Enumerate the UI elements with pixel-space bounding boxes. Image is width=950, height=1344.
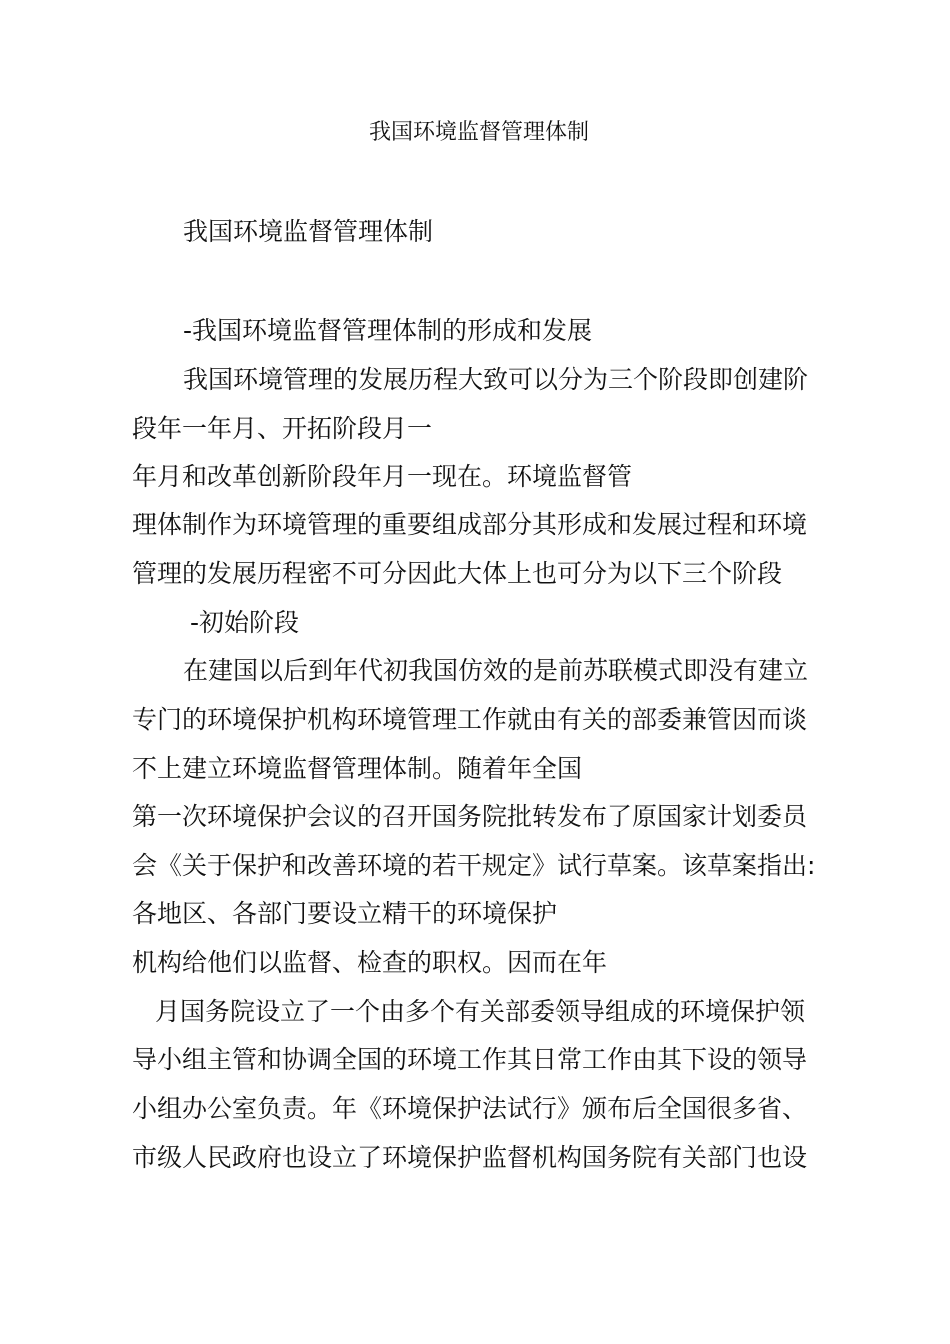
- paragraph-line: 市级人民政府也设立了环境保护监督机构国务院有关部门也设: [132, 1143, 808, 1172]
- paragraph-line: 第一次环境保护会议的召开国务院批转发布了原国家计划委员: [132, 802, 808, 831]
- document-title: 我国环境监督管理体制: [368, 120, 589, 145]
- subsection-heading: -初始阶段: [190, 608, 300, 637]
- paragraph-line: 年月和改革创新阶段年月一现在。环境监督管: [132, 462, 633, 491]
- paragraph-line: 理体制作为环境管理的重要组成部分其形成和发展过程和环境: [132, 510, 808, 539]
- section-heading: 我国环境监督管理体制: [183, 217, 434, 246]
- paragraph-line: 在建国以后到年代初我国仿效的是前苏联模式即没有建立: [183, 656, 809, 685]
- paragraph-line: 月国务院设立了一个由多个有关部委领导组成的环境保护领: [155, 997, 806, 1026]
- paragraph-line: 导小组主管和协调全国的环境工作其日常工作由其下设的领导: [132, 1045, 808, 1074]
- paragraph-line: 小组办公室负责。年《环境保护法试行》颁布后全国很多省、: [132, 1094, 808, 1123]
- subsection-heading: -我国环境监督管理体制的形成和发展: [183, 316, 593, 345]
- paragraph-line: 各地区、各部门要设立精干的环境保护: [132, 899, 558, 928]
- paragraph-line: 管理的发展历程密不可分因此大体上也可分为以下三个阶段: [132, 559, 783, 588]
- paragraph-line: 段年一年月、开拓阶段月一: [132, 414, 433, 443]
- paragraph-line: 不上建立环境监督管理体制。随着年全国: [132, 754, 583, 783]
- paragraph-line: 会《关于保护和改善环境的若干规定》试行草案。该草案指出:: [132, 851, 816, 880]
- paragraph-line: 我国环境管理的发展历程大致可以分为三个阶段即创建阶: [183, 365, 809, 394]
- paragraph-line: 专门的环境保护机构环境管理工作就由有关的部委兼管因而谈: [132, 705, 808, 734]
- paragraph-line: 机构给他们以监督、检查的职权。因而在年: [132, 948, 608, 977]
